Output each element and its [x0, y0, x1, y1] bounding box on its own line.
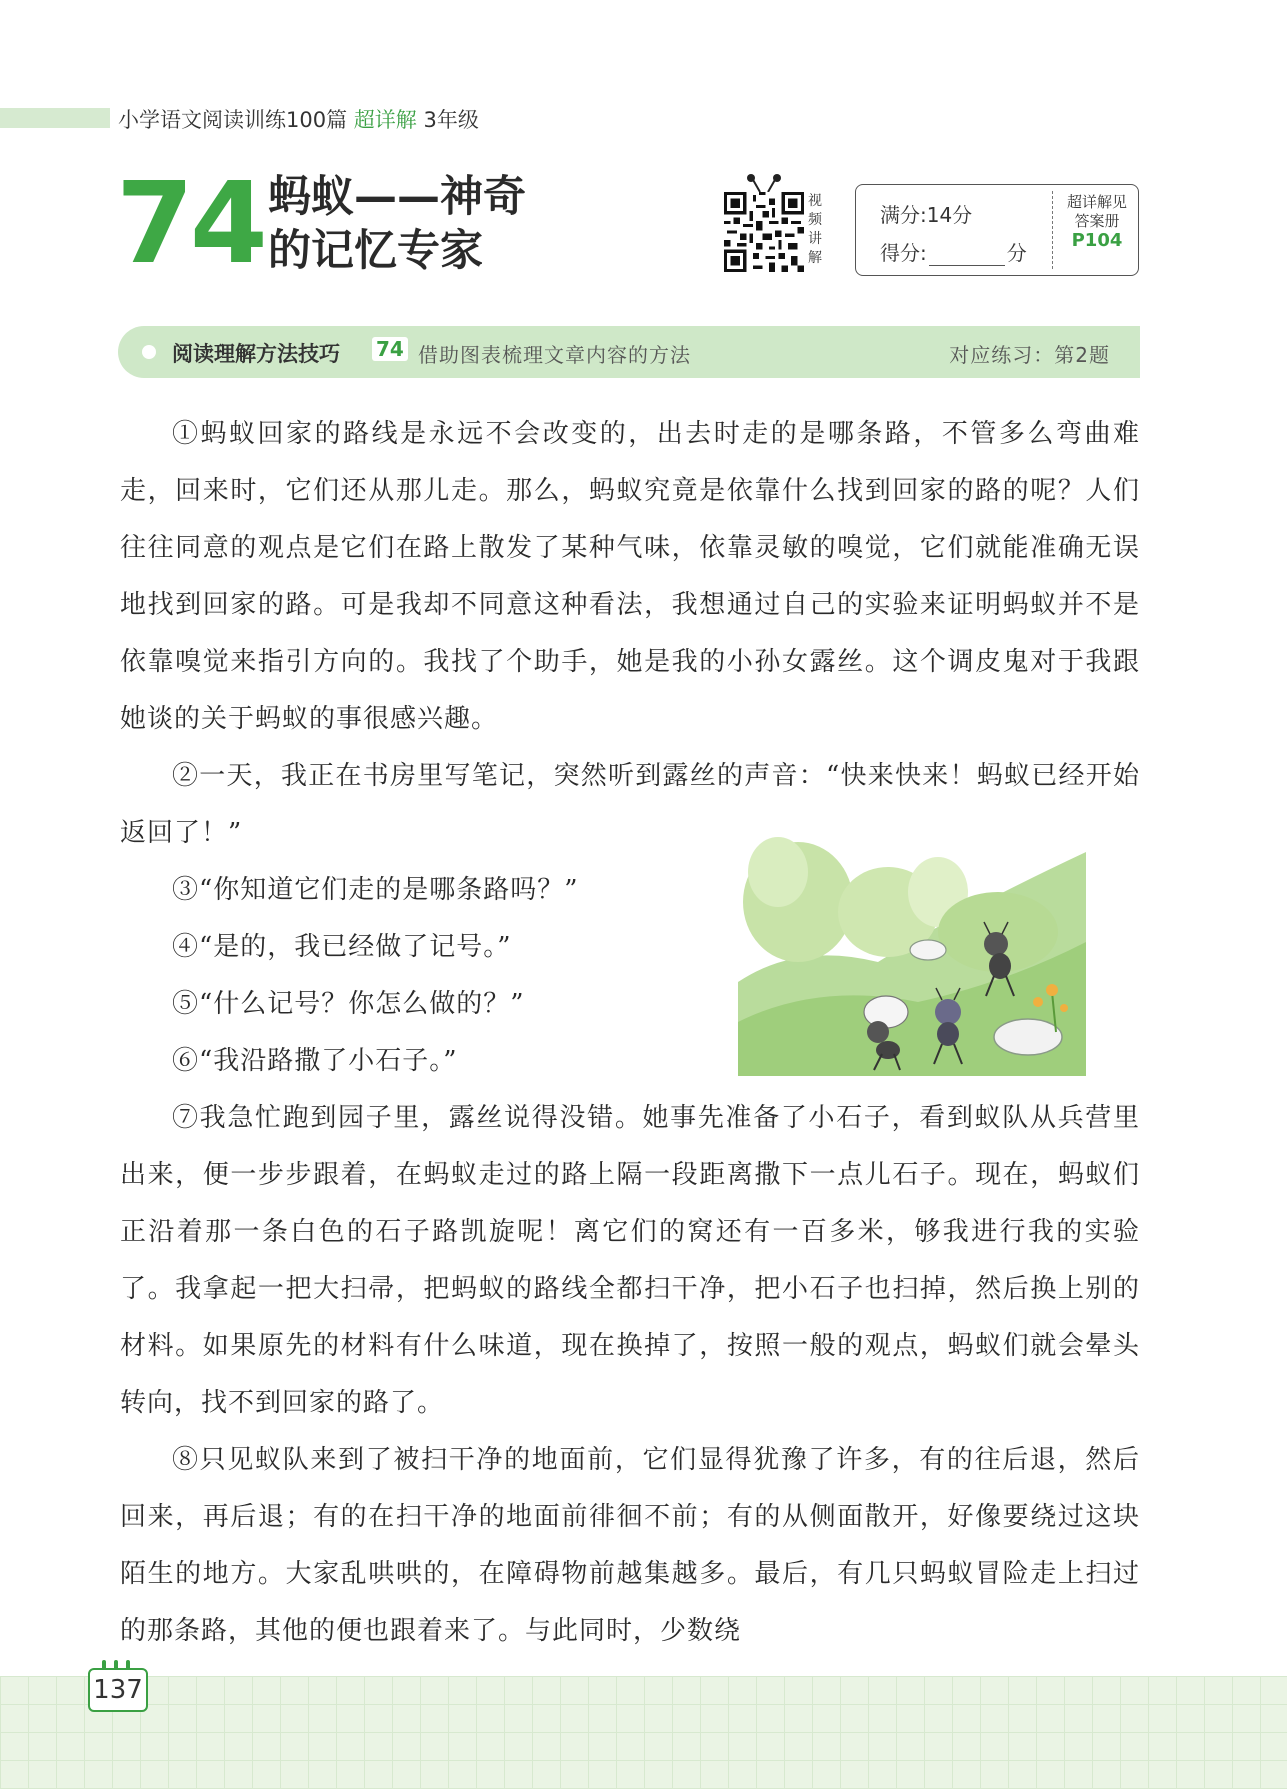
page-number: 137 [88, 1668, 148, 1712]
method-number: 74 [372, 337, 408, 361]
lesson-title-line2: 的记忆专家 [268, 226, 483, 276]
paragraph-3: ③“你知道它们走的是哪条路吗？” [172, 875, 579, 905]
paragraph-5: ⑤“什么记号？你怎么做的？” [172, 989, 525, 1019]
full-score: 满分:14分 [880, 203, 973, 227]
answer-ref-line1: 超详解见 [1066, 193, 1127, 211]
answer-ref-line2: 答案册 [1074, 212, 1120, 230]
series-label: 超详解 [353, 108, 417, 132]
running-header [118, 104, 479, 134]
practice-reference: 对应练习：第2题 [949, 343, 1110, 367]
method-label: 阅读理解方法技巧 [172, 342, 340, 366]
score-unit: 分 [1006, 241, 1027, 265]
book-title: 小学语文阅读训练100篇 [118, 108, 348, 132]
paragraph-8: ⑧只见蚁队来到了被扫干净的地面前，它们显得犹豫了许多，有的往后退，然后回来，再后退；有的在扫干净的地面前徘徊不前；有的从侧面散开，好像要绕过这块陌生的地方。大家乱哄哄的，在障碍物前越集越多。最后，有几只蚂蚁冒险走上扫过的那条路，其他的便也跟着来了。与此同时，少数绕 [120, 1445, 1140, 1646]
qr-code-icon[interactable] [724, 192, 804, 272]
bullet-icon [142, 345, 156, 359]
lesson-number: 74 [116, 159, 264, 289]
paragraph-6: ⑥“我沿路撒了小石子。” [172, 1046, 458, 1076]
footer-grid [0, 1676, 1287, 1789]
method-banner [118, 326, 1140, 378]
qr-label-char: 视 [808, 193, 822, 209]
header-accent-bar [0, 108, 110, 128]
ants-illustration [738, 832, 1086, 1076]
qr-label-char: 解 [808, 250, 822, 266]
paragraph-1: ①蚂蚁回家的路线是永远不会改变的，出去时走的是哪条路，不管多么弯曲难走，回来时，它们还从那儿走。那么，蚂蚁究竟是依靠什么找到回家的路的呢？人们往往同意的观点是它们在路上散发了某种气味，依靠灵敏的嗅觉，它们就能准确无误地找到回家的路。可是我却不同意这种看法，我想通过自己的实验来证明蚂蚁并不是依靠嗅觉来指引方向的。我找了个助手，她是我的小孙女露丝。这个调皮鬼对于我跟她谈的关于蚂蚁的事很感兴趣。 [120, 419, 1140, 734]
lesson-title [268, 170, 608, 278]
score-box [855, 184, 1139, 276]
grade-label: 3年级 [423, 108, 479, 132]
score-label: 得分: [880, 241, 927, 265]
answer-page: P104 [1071, 230, 1123, 251]
score-field [880, 237, 1027, 266]
paragraph-2: ②一天，我正在书房里写笔记，突然听到露丝的声音：“快来快来！蚂蚁已经开始返回了！” [120, 761, 1140, 848]
method-text: 借助图表梳理文章内容的方法 [418, 343, 691, 367]
qr-label-char: 频 [808, 212, 822, 228]
score-input-line[interactable] [929, 249, 1005, 266]
lesson-title-line1: 蚂蚁——神奇 [268, 172, 526, 222]
qr-label [808, 192, 828, 268]
qr-label-char: 讲 [808, 231, 822, 247]
paragraph-7: ⑦我急忙跑到园子里，露丝说得没错。她事先准备了小石子，看到蚁队从兵营里出来，便一步步跟着，在蚂蚁走过的路上隔一段距离撒下一点儿石子。现在，蚂蚁们正沿着那一条白色的石子路凯旋呢！离它们的窝还有一百多米，够我进行我的实验了。我拿起一把大扫帚，把蚂蚁的路线全都扫干净，把小石子也扫掉，然后换上别的材料。如果原先的材料有什么味道，现在换掉了，按照一般的观点，蚂蚁们就会晕头转向，找不到回家的路了。 [120, 1103, 1140, 1418]
score-divider [1052, 191, 1053, 269]
paragraph-4: ④“是的，我已经做了记号。” [172, 932, 512, 962]
answer-reference [1058, 193, 1136, 250]
qr-antenna-icon [742, 174, 786, 194]
